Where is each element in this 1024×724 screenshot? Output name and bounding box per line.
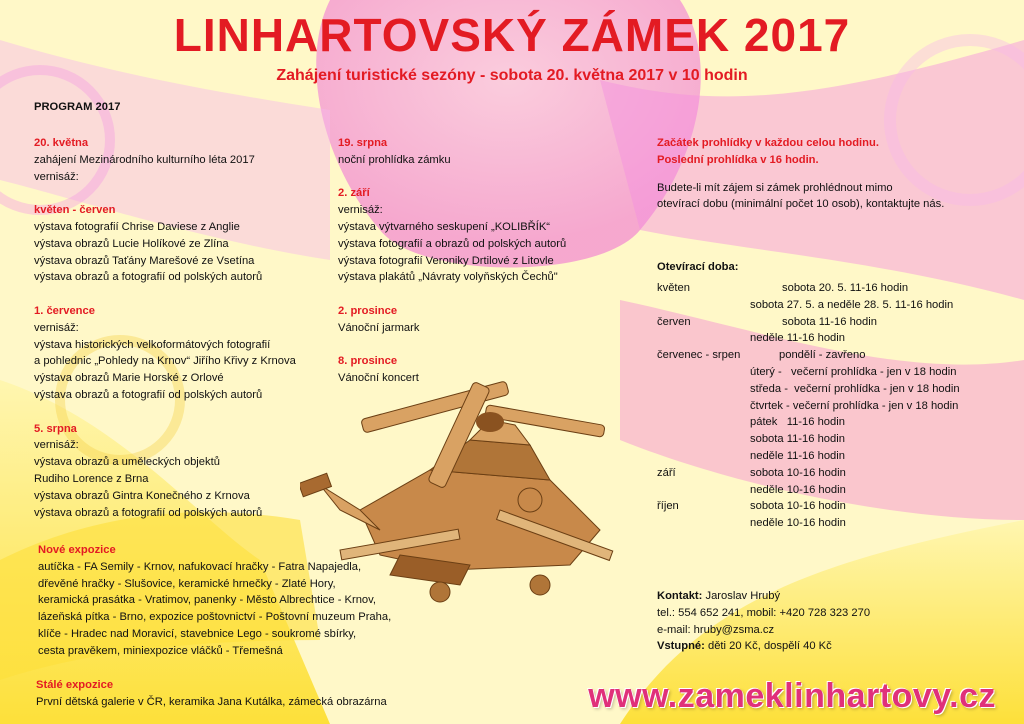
opening-hours-month: červen [657,315,691,328]
permanent-exhibits-text: První dětská galerie v ČR, keramika Jana Kutálka, zámecká obrazárna [36,695,387,708]
tour-info-line: Začátek prohlídky v každou celou hodinu. [657,137,879,149]
contact-phone: tel.: 554 652 241, mobil: +420 728 323 270 [657,606,871,619]
opening-hours-row [657,448,997,465]
program-section-heading: 2. září [338,187,370,200]
program-line: vernisáž: [338,204,383,217]
opening-hours-row [657,381,997,398]
opening-hours-row [657,398,997,415]
opening-hours-row [657,431,997,448]
opening-hours-row [657,482,997,499]
opening-hours-row [657,414,997,431]
program-section-heading: 2. prosince [338,304,398,317]
opening-hours-row [657,297,997,314]
new-exhibits-line: klíče - Hradec nad Moravicí, stavebnice Lego - soukromé sbírky, [38,627,357,640]
program-section-heading: 5. srpna [34,422,77,435]
opening-hours-month: červenec - srpen [657,349,741,362]
program-column-1 [34,135,296,521]
admission-label: Vstupné: [657,640,705,653]
tour-info [657,135,944,213]
new-exhibits-line: dřevěné hračky - Slušovice, keramické hrnečky - Zlaté Hory, [38,577,336,590]
program-line: vernisáž: [34,170,79,183]
program-line: výstava plakátů „Návraty volyňských Čechů" [338,271,558,284]
page-subtitle: Zahájení turistické sezóny - sobota 20. května 2017 v 10 hodin [276,67,748,84]
opening-hours-month: září [657,466,676,479]
opening-hours-text: neděle 11-16 hodin [750,449,845,462]
program-section-heading: 1. července [34,304,95,317]
website-link[interactable]: www.zameklinhartovy.cz [588,677,996,715]
opening-hours-row [657,465,997,482]
program-line: výstava obrazů Gintra Konečného z Krnova [34,489,250,502]
new-exhibits-line: keramická prasátka - Vratimov, panenky - Město Albrechtice - Krnov, [38,594,377,607]
program-line: výstava obrazů a fotografií od polských autorů [34,388,263,401]
opening-hours-text: sobota 10-16 hodin [750,466,846,479]
new-exhibits-heading: Nové expozice [38,544,116,556]
opening-hours-text: sobota 20. 5. 11-16 hodin [782,282,909,294]
program-line: výstava historických velkoformátových fotografií [34,338,271,351]
program-line: výstava obrazů a fotografií od polských autorů [34,506,263,519]
contact-name: Jaroslav Hrubý [702,590,781,602]
opening-hours-title: Otevírací doba: [657,261,739,273]
contact-section [657,588,870,655]
program-line: Vánoční koncert [338,372,419,385]
opening-hours-text: pátek 11-16 hodin [750,416,845,429]
permanent-exhibits-heading: Stálé expozice [36,679,114,691]
tour-info-line: Poslední prohlídka v 16 hodin. [657,153,819,166]
opening-hours-text: neděle 10-16 hodin [750,483,846,496]
tour-info-line: otevírací dobu (minimální počet 10 osob), kontaktujte nás. [657,198,945,211]
program-line: výstava obrazů Marie Horské z Orlové [34,372,224,385]
new-exhibits-section [38,542,391,660]
opening-hours-text: pondělí - zavřeno [779,349,866,362]
opening-hours-table [657,280,997,532]
admission-prices: děti 20 Kč, dospělí 40 Kč [704,640,832,653]
program-label: PROGRAM 2017 [34,101,121,113]
program-line: vernisáž: [34,321,79,334]
opening-hours-row [657,498,997,515]
opening-hours-text: sobota 27. 5. a neděle 28. 5. 11-16 hodin [750,298,954,311]
program-line: výstava obrazů a fotografií od polských autorů [34,271,263,284]
new-exhibits-line: autíčka - FA Semily - Krnov, nafukovací hračky - Fatra Napajedla, [38,560,362,573]
program-line: výstava obrazů a uměleckých objektů [34,456,220,469]
program-line: vernisáž: [34,439,79,452]
opening-hours-row [657,515,997,532]
program-column-2 [338,135,566,387]
program-line: noční prohlídka zámku [338,153,451,166]
opening-hours-row [657,314,997,331]
opening-hours-text: čtvrtek - večerní prohlídka - jen v 18 hodin [750,399,959,412]
program-line: výstava obrazů Lucie Holíkové ze Zlína [34,237,229,250]
program-section-heading: 8. prosince [338,355,398,368]
opening-hours-row [657,364,997,381]
program-section-heading: 20. května [34,137,89,149]
program-line: výstava fotografií Veroniky Drtilové z Litovle [338,254,554,267]
opening-hours-text: úterý - večerní prohlídka - jen v 18 hodin [750,365,957,378]
contact-person [657,588,870,605]
opening-hours-row [657,280,997,297]
opening-hours-text: sobota 11-16 hodin [750,433,845,446]
opening-hours-text: sobota 11-16 hodin [782,315,877,328]
program-line: zahájení Mezinárodního kulturního léta 2017 [34,153,255,166]
permanent-exhibits-section [36,677,387,711]
program-line: Rudiho Lorence z Brna [34,472,149,485]
new-exhibits-line: cesta pravěkem, miniexpozice vláčků - Třemešná [38,644,283,657]
opening-hours-text: sobota 10-16 hodin [750,500,846,513]
program-line: výstava obrazů Taťány Marešové ze Vsetína [34,254,255,267]
program-line: výstava fotografií a obrazů od polských autorů [338,237,567,250]
program-line: výstava fotografií Chrise Daviese z Anglie [34,220,240,233]
new-exhibits-line: lázeňská pítka - Brno, expozice poštovnictví - Poštovní muzeum Praha, [38,611,392,624]
admission [657,638,870,655]
program-line: výstava výtvarného seskupení „KOLIBŘÍK“ [338,220,551,233]
program-section-heading: 19. srpna [338,137,388,149]
program-line: Vánoční jarmark [338,321,420,334]
contact-email: e-mail: hruby@zsma.cz [657,623,775,636]
tour-info-line: Budete-li mít zájem si zámek prohlédnout mimo [657,181,893,194]
opening-hours-text: středa - večerní prohlídka - jen v 18 hodin [750,382,960,395]
opening-hours-text: neděle 10-16 hodin [750,517,846,530]
opening-hours-month: říjen [657,500,679,513]
opening-hours-row [657,330,997,347]
contact-label: Kontakt: [657,590,703,602]
page-title: LINHARTOVSKÝ ZÁMEK 2017 [173,9,851,61]
opening-hours-row [657,347,997,364]
new-exhibits-lines [38,559,391,660]
program-section-heading: květen - červen [34,204,116,217]
opening-hours-text: neděle 11-16 hodin [750,332,845,345]
program-line: a pohlednic „Pohledy na Krnov“ Jiřího Křivy z Krnova [34,355,296,368]
opening-hours-month: květen [657,282,690,294]
